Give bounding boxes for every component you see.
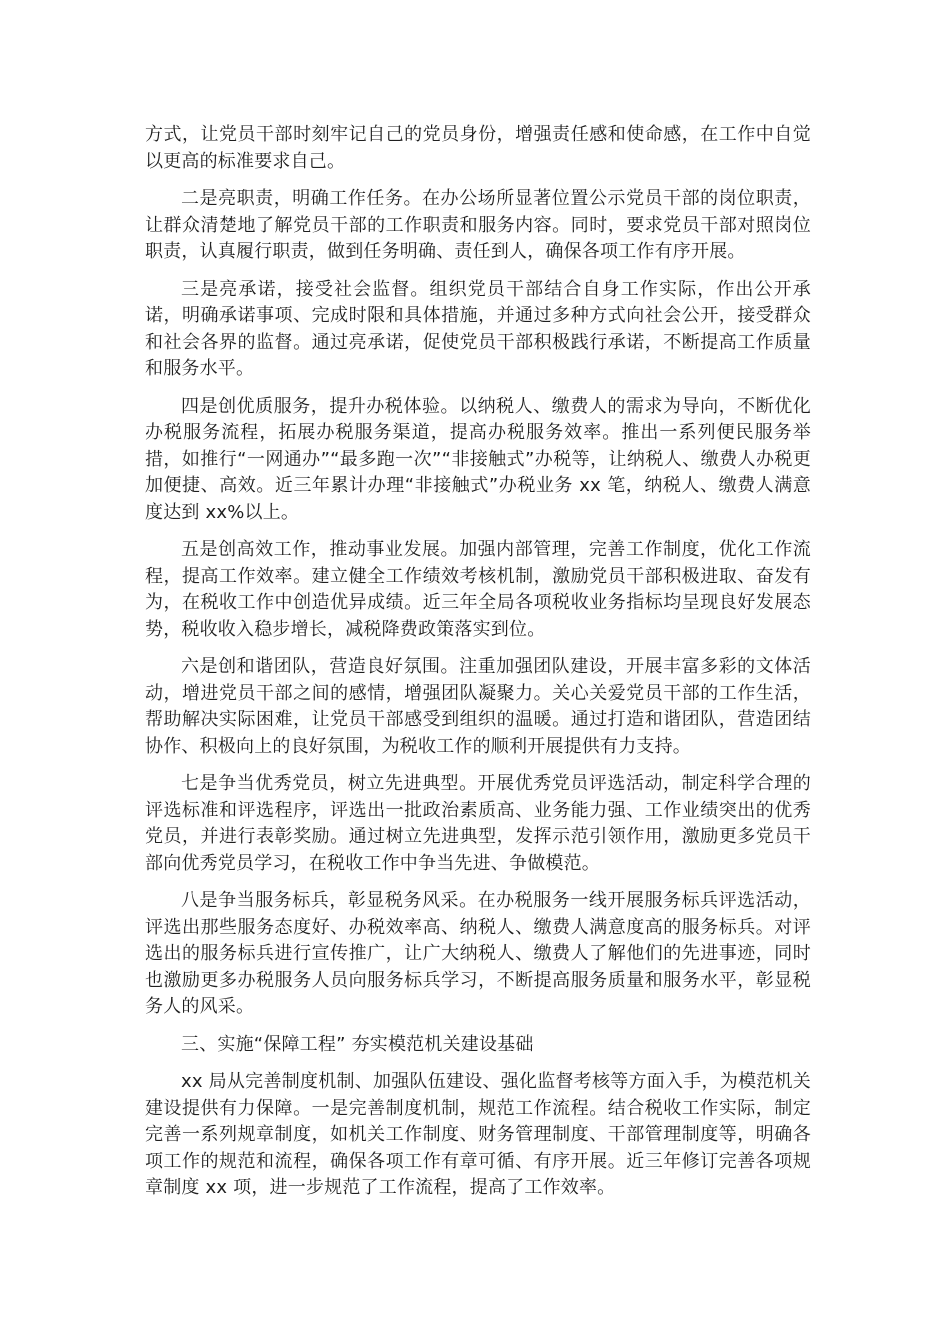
paragraph-continuation: 方式，让党员干部时刻牢记自己的党员身份，增强责任感和使命感，在工作中自觉以更高的标准要求自己。 — [145, 124, 811, 172]
paragraph-liang-zhize: 二是亮职责，明确工作任务。在办公场所显著位置公示党员干部的岗位职责，让群众清楚地了解党员干部的工作职责和服务内容。同时，要求党员干部对照岗位职责，认真履行职责，做到任务明确、责任到人，确保各项工作有序开展。 — [145, 188, 811, 262]
paragraph-zhengdang-youxiu-dangyuan: 七是争当优秀党员，树立先进典型。开展优秀党员评选活动，制定科学合理的评选标准和评选程序，评选出一批政治素质高、业务能力强、工作业绩突出的优秀党员，并进行表彰奖励。通过树立先进典型，发挥示范引领作用，激励更多党员干部向优秀党员学习，在税收工作中争当先进、争做模范。 — [145, 773, 811, 874]
paragraph-chuang-youzhi-fuwu: 四是创优质服务，提升办税体验。以纳税人、缴费人的需求为导向，不断优化办税服务流程，拓展办税服务渠道，提高办税服务效率。推出一系列便民服务举措，如推行“一网通办”“最多跑一次”“非接触式”办税等，让纳税人、缴费人办税更加便捷、高效。近三年累计办理“非接触式”办税业务 xx 笔，纳税人、缴费人满意度达到 xx%以上。 — [145, 395, 811, 523]
paragraph-baozhang-gongcheng: xx 局从完善制度机制、加强队伍建设、强化监督考核等方面入手，为模范机关建设提供有力保障。一是完善制度机制，规范工作流程。结合税收工作实际，制定完善一系列规章制度，如机关工作制度、财务管理制度、干部管理制度等，明确各项工作的规范和流程，确保各项工作有章可循、有序开展。近三年修订完善各项规章制度 xx 项，进一步规范了工作流程，提高了工作效率。 — [145, 1071, 811, 1198]
document-body — [145, 122, 811, 1213]
paragraph-liang-chengnuo: 三是亮承诺，接受社会监督。组织党员干部结合自身工作实际，作出公开承诺，明确承诺事项、完成时限和具体措施，并通过多种方式向社会公开，接受群众和社会各界的监督。通过亮承诺，促使党员干部积极践行承诺，不断提高工作质量和服务水平。 — [145, 278, 811, 379]
paragraph-chuang-gaoxiao-gongzuo: 五是创高效工作，推动事业发展。加强内部管理，完善工作制度，优化工作流程，提高工作效率。建立健全工作绩效考核机制，激励党员干部积极进取、奋发有为，在税收工作中创造优异成绩。近三年全局各项税收业务指标均呈现良好发展态势，税收收入稳步增长，减税降费政策落实到位。 — [145, 539, 811, 640]
paragraph-chuang-hexie-tuandui: 六是创和谐团队，营造良好氛围。注重加强团队建设，开展丰富多彩的文体活动，增进党员干部之间的感情，增强团队凝聚力。关心关爱党员干部的工作生活，帮助解决实际困难，让党员干部感受到组织的温暖。通过打造和谐团队，营造团结协作、积极向上的良好氛围，为税收工作的顺利开展提供有力支持。 — [145, 656, 811, 757]
paragraph-zhengdang-fuwu-biaobing: 八是争当服务标兵，彰显税务风采。在办税服务一线开展服务标兵评选活动，评选出那些服务态度好、办税效率高、纳税人、缴费人满意度高的服务标兵。对评选出的服务标兵进行宣传推广，让广大纳税人、缴费人了解他们的先进事迹，同时也激励更多办税服务人员向服务标兵学习，不断提高服务质量和服务水平，彰显税务人的风采。 — [145, 890, 811, 1017]
section-heading: 三、实施“保障工程” 夯实模范机关建设基础 — [181, 1033, 534, 1055]
